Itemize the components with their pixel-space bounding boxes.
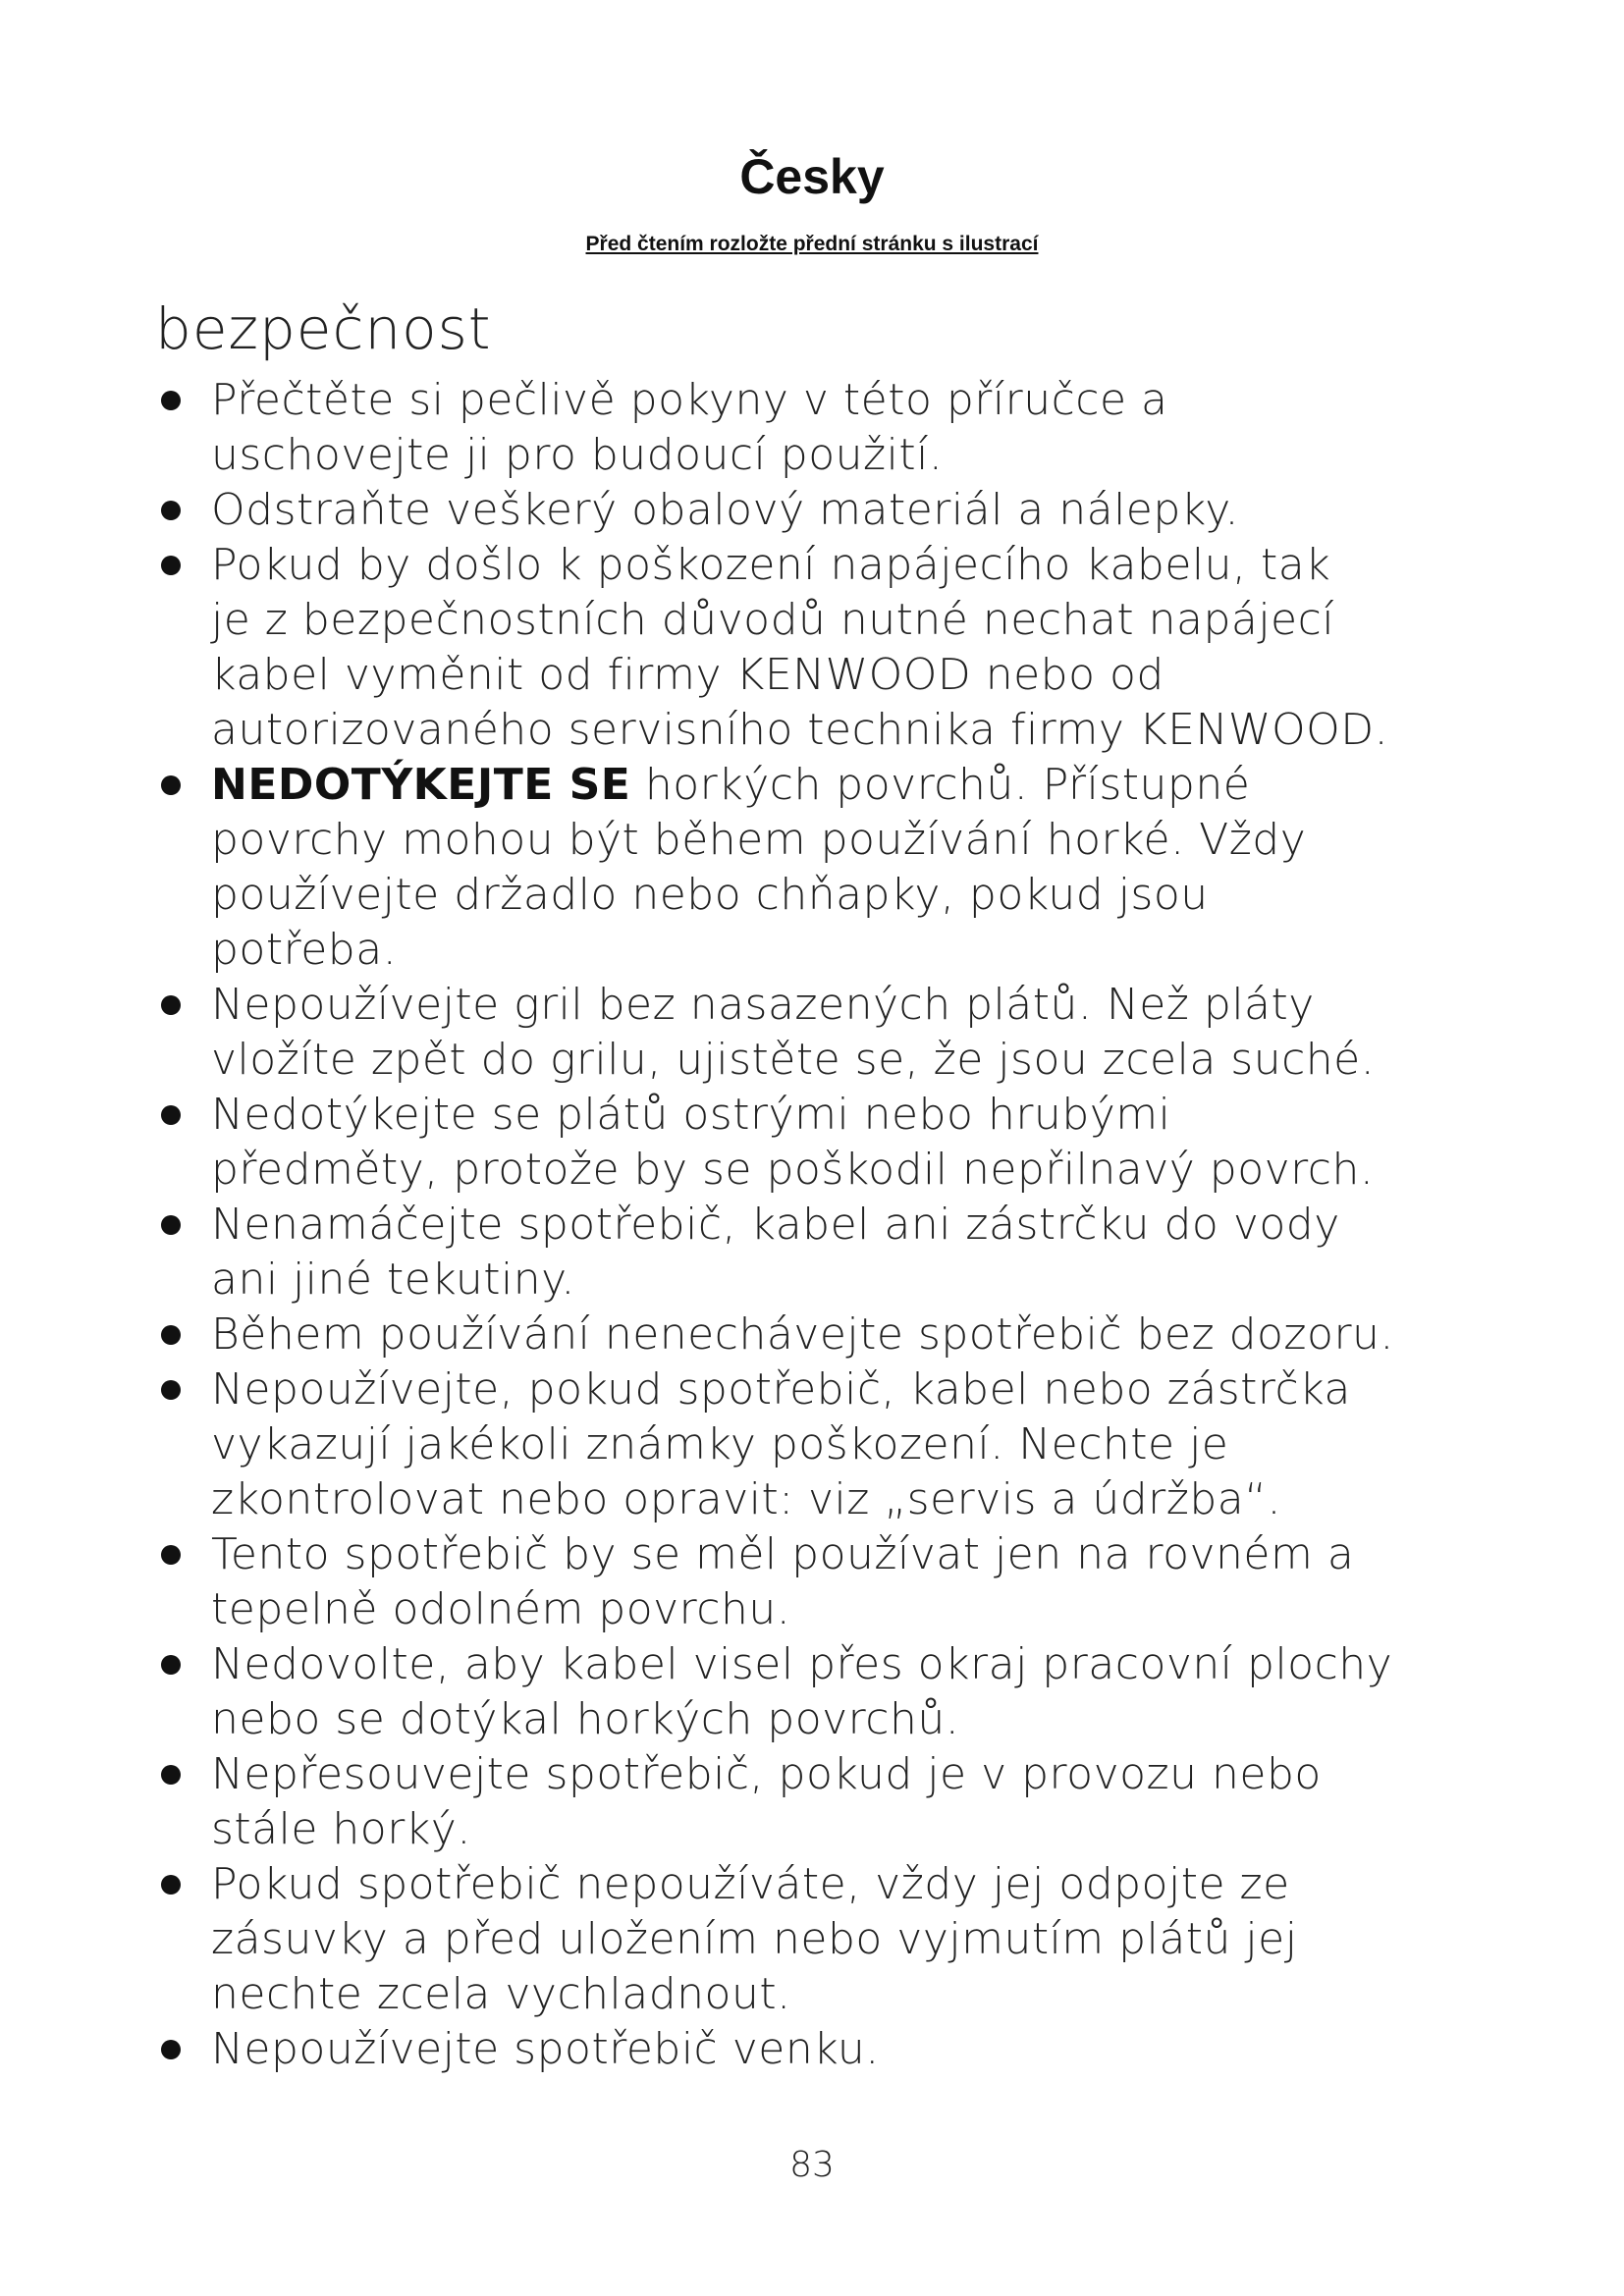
list-item: [0, 2022, 1624, 2077]
bullet-icon: [161, 1325, 181, 1345]
bullet-icon: [161, 775, 181, 795]
list-item-line: Pokud spotřebič nepoužíváte, vždy jej odpojte ze: [211, 1859, 1290, 1909]
list-item-line: Nedotýkejte se plátů ostrými nebo hrubými: [211, 1090, 1171, 1140]
list-item-line: potřeba.: [211, 925, 398, 975]
list-item: [0, 1088, 1624, 1198]
bullet-icon: [161, 1215, 181, 1235]
list-item-text: [211, 540, 1388, 755]
list-item: [0, 1198, 1624, 1308]
list-item-line: horkých povrchů. Přístupné: [630, 760, 1251, 810]
bullet-icon: [161, 2040, 181, 2059]
list-item: [0, 538, 1624, 758]
list-item-line: Odstraňte veškerý obalový materiál a nálepky.: [211, 485, 1239, 535]
safety-list: [0, 373, 1624, 2077]
list-item-text: [211, 760, 1306, 975]
list-item-line: zásuvky a před uložením nebo vyjmutím plátů jej: [211, 1914, 1298, 1964]
bullet-icon: [161, 995, 181, 1015]
list-item-line: je z bezpečnostních důvodů nutné nechat napájecí: [211, 595, 1335, 645]
list-item-line: Nepoužívejte spotřebič venku.: [211, 2024, 880, 2074]
bullet-icon: [161, 501, 181, 520]
list-item-line: vykazují jakékoli známky poškození. Nechte je: [211, 1419, 1229, 1469]
list-item-line: používejte držadlo nebo chňapky, pokud jsou: [211, 870, 1209, 920]
list-item: [0, 758, 1624, 978]
list-item-line: Nedovolte, aby kabel visel přes okraj pracovní plochy: [211, 1639, 1393, 1689]
bullet-icon: [161, 1655, 181, 1675]
list-item: [0, 1637, 1624, 1747]
bullet-icon: [161, 1105, 181, 1125]
list-item-line: tepelně odolném povrchu.: [211, 1584, 791, 1634]
list-item: [0, 978, 1624, 1088]
bullet-icon: [161, 1380, 181, 1400]
list-item-line: Přečtěte si pečlivě pokyny v této příručce a: [211, 375, 1168, 425]
list-item-line: Nepoužívejte, pokud spotřebič, kabel nebo zástrčka: [211, 1364, 1351, 1415]
section-heading: bezpečnost: [155, 295, 492, 362]
list-item-line: předměty, protože by se poškodil nepřilnavý povrch.: [211, 1145, 1375, 1195]
page-title: Česky: [739, 149, 885, 204]
list-item-line: uschovejte ji pro budoucí použití.: [211, 430, 944, 480]
list-item-line: Pokud by došlo k poškození napájecího kabelu, tak: [211, 540, 1331, 590]
page-number: 83: [789, 2145, 835, 2185]
list-item-text: [211, 1090, 1374, 1195]
list-item: [0, 1857, 1624, 2022]
list-item-line: Tento spotřebič by se měl používat jen na rovném a: [211, 1529, 1355, 1579]
list-item-text: [211, 1364, 1351, 1524]
list-item-text: [211, 375, 1168, 480]
list-item-text: [211, 1200, 1340, 1305]
list-item-line: autorizovaného servisního technika firmy KENWOOD.: [211, 705, 1389, 755]
list-item-text: [211, 1639, 1392, 1744]
list-item: [0, 1527, 1624, 1637]
list-item-line: nechte zcela vychladnout.: [211, 1969, 791, 2019]
list-item-text: [211, 980, 1375, 1085]
page-subtitle: Před čtením rozložte přední stránku s ilustrací: [585, 233, 1039, 255]
bullet-icon: [161, 391, 181, 410]
list-item-line: Během používání nenechávejte spotřebič bez dozoru.: [211, 1309, 1394, 1360]
list-item-text: [211, 1859, 1297, 2019]
list-item-line: Nepoužívejte gril bez nasazených plátů. Než pláty: [211, 980, 1315, 1030]
list-item-line: stále horký.: [211, 1804, 471, 1854]
list-item-line: vložíte zpět do grilu, ujistěte se, že jsou zcela suché.: [211, 1035, 1376, 1085]
bullet-icon: [161, 1875, 181, 1895]
list-item-text: [211, 2024, 880, 2074]
list-item-text: [211, 1309, 1394, 1360]
list-item-line: Nenamáčejte spotřebič, kabel ani zástrčku do vody: [211, 1200, 1340, 1250]
list-item: [0, 483, 1624, 538]
list-item-text: [211, 1529, 1354, 1634]
list-item-line: zkontrolovat nebo opravit: viz „servis a údržba“.: [211, 1474, 1282, 1524]
list-item-text: [211, 1749, 1322, 1854]
bullet-icon: [161, 1545, 181, 1565]
bullet-icon: [161, 556, 181, 575]
list-item: [0, 1308, 1624, 1362]
emphasis-text: NEDOTÝKEJTE SE: [211, 760, 631, 810]
list-item-line: ani jiné tekutiny.: [211, 1255, 575, 1305]
bullet-icon: [161, 1765, 181, 1785]
list-item: [0, 1747, 1624, 1857]
list-item-text: [211, 485, 1239, 535]
list-item-line: povrchy mohou být během používání horké. Vždy: [211, 815, 1307, 865]
list-item-line: Nepřesouvejte spotřebič, pokud je v provozu nebo: [211, 1749, 1322, 1799]
list-item-line: kabel vyměnit od firmy KENWOOD nebo od: [211, 650, 1164, 700]
list-item: [0, 1362, 1624, 1527]
list-item: [0, 373, 1624, 483]
list-item-line: nebo se dotýkal horkých povrchů.: [211, 1694, 960, 1744]
